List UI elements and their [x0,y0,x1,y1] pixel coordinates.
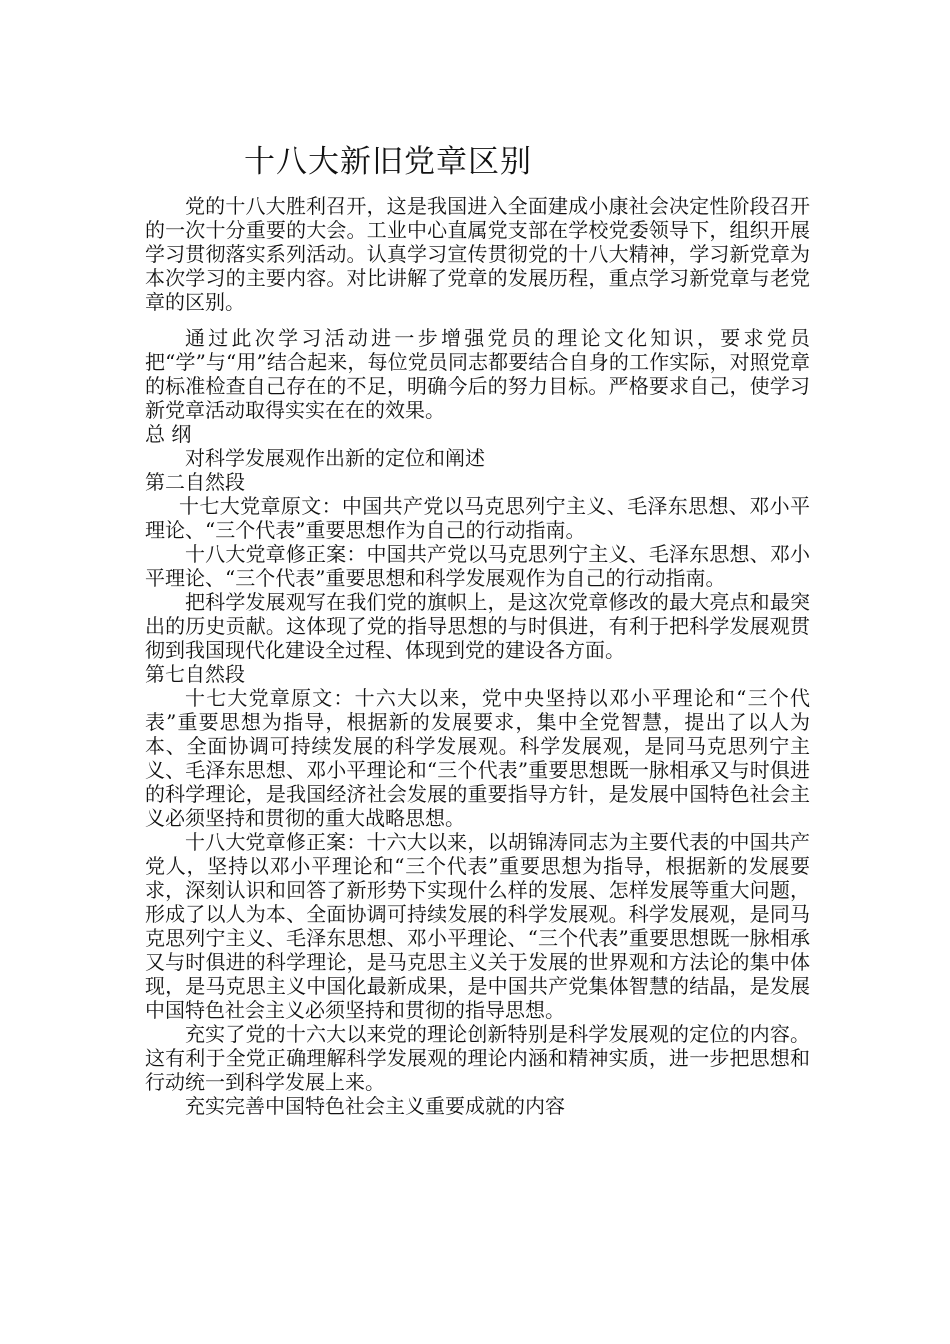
paragraph-summary-scientific-outlook: 对科学发展观作出新的定位和阐述 [185,446,485,470]
paragraph-intro: 党的十八大胜利召开，这是我国进入全面建成小康社会决定性阶段召开的一次十分重要的大会。工业中心直属党支部在学校党委领导下，组织开展学习贯彻落实系列活动。认真学习宣传贯彻党的十八大精神，学习新党章为本次学习的主要内容。对比讲解了党章的发展历程，重点学习新党章与老党章的区别。 [145,194,810,314]
paragraph-18th-amendment-second: 十八大党章修正案：中国共产党以马克思列宁主义、毛泽东思想、邓小平理论、“三个代表”重要思想和科学发展观作为自己的行动指南。 [145,542,810,590]
section-heading-seventh-paragraph: 第七自然段 [145,662,245,686]
section-heading-general-outline: 总 纲 [145,422,192,446]
paragraph-18th-amendment-seventh: 十八大党章修正案：十六大以来，以胡锦涛同志为主要代表的中国共产党人，坚持以邓小平理论和“三个代表”重要思想为指导，根据新的发展要求，深刻认识和回答了新形势下实现什么样的发展、怎样发展等重大问题，形成了以人为本、全面协调可持续发展的科学发展观。科学发展观，是同马克思列宁主义、毛泽东思想、邓小平理论、“三个代表”重要思想既一脉相承又与时俱进的科学理论，是马克思主义关于发展的世界观和方法论的集中体现，是马克思主义中国化最新成果，是中国共产党集体智慧的结晶，是发展中国特色社会主义必须坚持和贯彻的指导思想。 [145,830,810,1022]
document-body [145,194,810,1118]
paragraph-commentary-second: 把科学发展观写在我们党的旗帜上，是这次党章修改的最大亮点和最突出的历史贡献。这体现了党的指导思想的与时俱进，有利于把科学发展观贯彻到我国现代化建设全过程、体现到党的建设各方面。 [145,590,810,662]
paragraph-17th-original-second: 十七大党章原文：中国共产党以马克思列宁主义、毛泽东思想、邓小平理论、“三个代表”重要思想作为自己的行动指南。 [145,494,810,542]
section-heading-second-paragraph: 第二自然段 [145,470,245,494]
document-title: 十八大新旧党章区别 [244,144,532,180]
paragraph-study-goals: 通过此次学习活动进一步增强党员的理论文化知识，要求党员把“学”与“用”结合起来，每位党员同志都要结合自身的工作实际，对照党章的标准检查自己存在的不足，明确今后的努力目标。严格要求自己，使学习新党章活动取得实实在在的效果。 [145,326,810,422]
paragraph-17th-original-seventh: 十七大党章原文：十六大以来，党中央坚持以邓小平理论和“三个代表”重要思想为指导，根据新的发展要求，集中全党智慧，提出了以人为本、全面协调可持续发展的科学发展观。科学发展观，是同马克思列宁主义、毛泽东思想、邓小平理论和“三个代表”重要思想既一脉相承又与时俱进的科学理论，是我国经济社会发展的重要指导方针，是发展中国特色社会主义必须坚持和贯彻的重大战略思想。 [145,686,810,830]
paragraph-commentary-seventh: 充实了党的十六大以来党的理论创新特别是科学发展观的定位的内容。这有利于全党正确理解科学发展观的理论内涵和精神实质，进一步把思想和行动统一到科学发展上来。 [145,1022,810,1094]
paragraph-final-note: 充实完善中国特色社会主义重要成就的内容 [185,1094,565,1118]
